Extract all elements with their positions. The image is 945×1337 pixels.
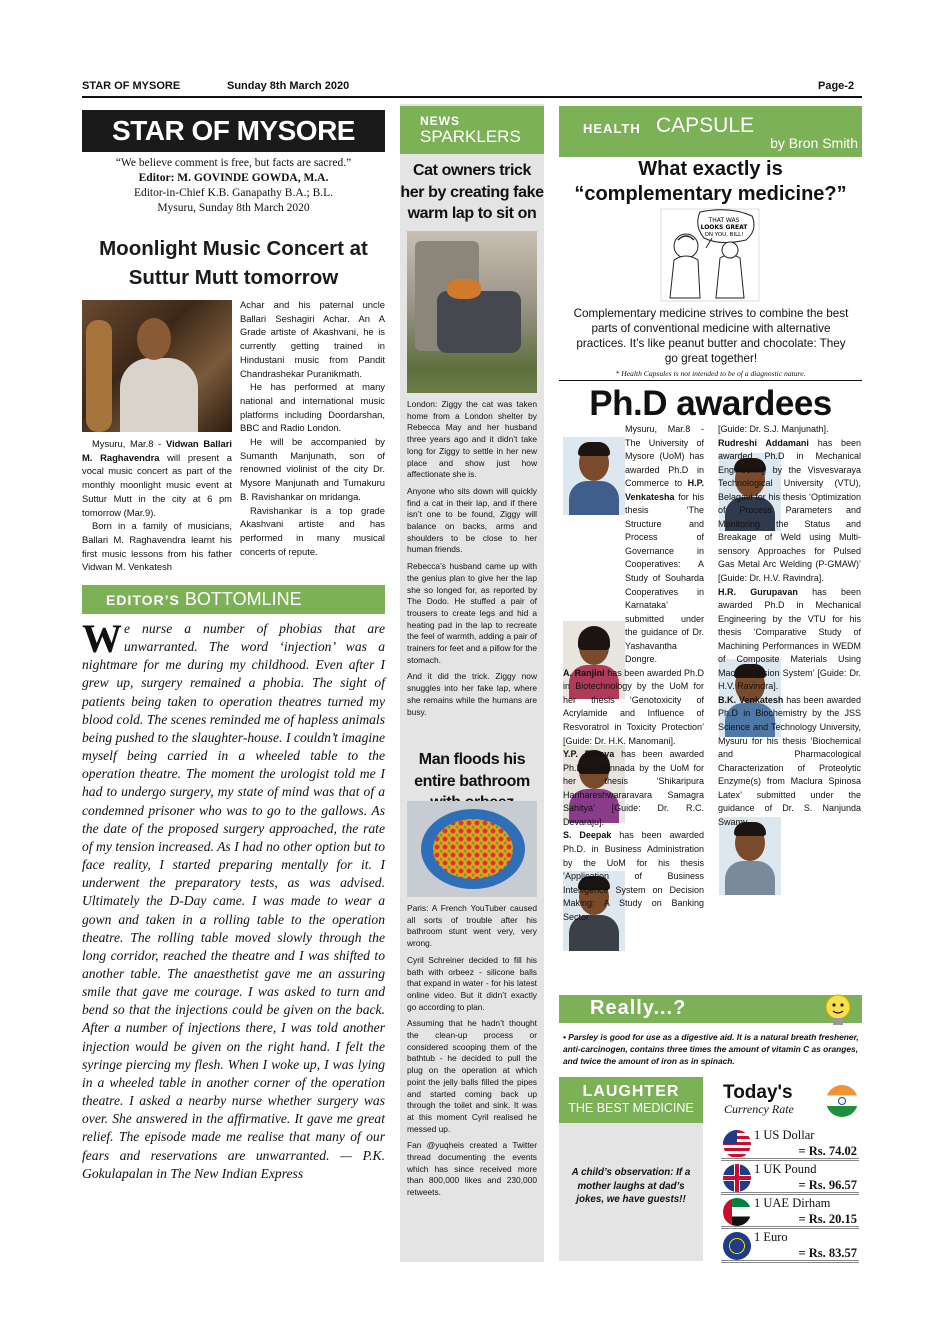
header-rule bbox=[82, 96, 862, 98]
phd-entry: B.K. Venkatesh has been awarded Ph.D in Biochemistry by the JSS Science and Technology University, Mysuru for his thesis ‘Biochemical and Pharmacological Characterization of Proteolytic Enzyme(s) from Maclura Spinosa Latex’ submitted under the guidance of Dr. S. Nanjunda Swamy. bbox=[718, 694, 861, 827]
currency-name: 1 UK Pound bbox=[754, 1162, 817, 1176]
currency-value: = Rs. 83.57 bbox=[798, 1246, 857, 1260]
laughter-bar: LAUGHTER THE BEST MEDICINE bbox=[559, 1077, 703, 1123]
masthead-info bbox=[82, 156, 385, 216]
phd-entry: Mysuru, Mar.8 - The University of Mysore (UoM) has awarded Ph.D in Commerce to H.P. Venkatesha for his thesis ‘The Structure and Process of Governance in Cooperatives: A Study of Souharda Cooperatives in Karnataka’ submitted under the guidance of Dr. Yashavantha Dongre. bbox=[625, 424, 704, 665]
cat-story-body: London: Ziggy the cat was taken home from a London shelter by Rebecca May and her husband three years ago and it didn’t take long for Ziggy to settle in her new place and show just how affectionate she is. Anyone who sits down will quickly find a cat in their lap, and if there isn’t one to be found, Ziggy will balance on backs, arms and shoulders to be close to her human friends. Rebecca’s husband came up with the genius plan to give her the lap she so longed for, as reported by The Dodo. He stuffed a pair of trousers to create legs and hid a heating pad in the lap to recreate the feel of warmth, adding a pair of trainers for feet and a pillow for the stomach. And it did the trick. Ziggy now snuggles into her fake lap, where she remains while the humans are busy. bbox=[407, 399, 537, 717]
moonlight-left-column bbox=[82, 437, 232, 574]
singer-face-shape bbox=[137, 318, 171, 360]
masthead-motto: “We believe comment is free, but facts are sacred.” bbox=[115, 157, 352, 169]
health-cartoon bbox=[660, 208, 760, 302]
singer-body-shape bbox=[120, 358, 198, 432]
phd-entry: [Guide: Dr. S.J. Manjunath]. bbox=[718, 424, 829, 434]
moonlight-para: Ravishankar is a top grade Akashvani artiste and has performed in many musical concerts of repute. bbox=[240, 504, 385, 557]
svg-text:ON YOU, BILL!: ON YOU, BILL! bbox=[704, 232, 744, 238]
editors-bottomline-bar: EDITOR’S BOTTOMLINE bbox=[82, 585, 385, 614]
singer-photo bbox=[82, 300, 232, 432]
orbeez-balls-shape bbox=[433, 819, 513, 879]
lightbulb-icon bbox=[818, 990, 858, 1030]
health-capsule-note: * Health Capsules is not intended to be of a diagnostic nature. bbox=[615, 369, 806, 378]
moonlight-right-column bbox=[240, 298, 385, 558]
currency-value: = Rs. 74.02 bbox=[798, 1144, 857, 1158]
header-page-number: Page-2 bbox=[818, 80, 855, 92]
orbeez-story-headline: Man floods his entire bathroom bbox=[414, 751, 530, 790]
health-capsule-rule bbox=[559, 380, 862, 381]
news-sparklers-bar: NEWS SPARKLERS bbox=[400, 106, 544, 154]
masthead-editor: Editor: M. GOVINDE GOWDA, M.A. bbox=[138, 172, 329, 184]
currency-name: 1 US Dollar bbox=[754, 1128, 815, 1142]
phd-entry: H.R. Gurupavan has been awarded Ph.D in Mechanical Engineering by the VTU for his thesis ‘Comparative Study of Machining Performances in WEDM of Composite Materials Using Machine Vision System’ [Guide: Dr. H.V. Ravindra]. bbox=[718, 586, 861, 692]
really-bar: Really...? bbox=[559, 995, 862, 1023]
phd-column-2 bbox=[718, 423, 861, 829]
uae-flag-icon bbox=[723, 1198, 751, 1226]
currency-row bbox=[721, 1160, 859, 1192]
us-flag-icon bbox=[723, 1130, 751, 1158]
moonlight-lead: Mysuru, Mar.8 - Vidwan Ballari M. Raghavendra will present a vocal music concert as part of the monthly moonlight music event at Suttur Mutt in the city at 6 pm tomorrow (Mar.9). bbox=[82, 438, 232, 518]
header-date: Sunday 8th March 2020 bbox=[227, 80, 350, 92]
moonlight-para: He will be accompanied by Sumanth Manjunath, son of renowned violinist of the city Dr. Mysore Manjunath and Tumakuru B. Ravishankar on mridanga. bbox=[240, 436, 385, 502]
india-flag-icon bbox=[826, 1085, 858, 1117]
fake-lap-shape bbox=[437, 291, 521, 353]
masthead-title: STAR OF MYSORE bbox=[82, 110, 385, 152]
masthead-editor-in-chief: Editor-in-Chief K.B. Ganapathy B.A.; B.L. bbox=[133, 187, 334, 199]
currency-title: Today's bbox=[723, 1082, 793, 1103]
currency-value: = Rs. 96.57 bbox=[798, 1178, 857, 1192]
moonlight-para: Born in a family of musicians, Ballari M. Raghavendra learnt his first music lessons from his father Vidwan M. Venkatesh bbox=[82, 520, 232, 573]
phd-entry: Rudreshi Addamani has been awarded Ph.D in Mechanical Engineering by the Visvesvaraya Technological University (VTU), Belagavi for his thesis ‘Optimization of Process Parameters and Monitoring the Status and Breakage of Weld using Multi-sensory Approaches for Pulsed Gas Metal Arc Welding (P-GMAW)’ [Guide: Dr. H.V. Ravindra]. bbox=[718, 437, 861, 584]
drop-cap: W bbox=[82, 616, 122, 661]
phd-column-1 bbox=[563, 423, 704, 924]
bathtub-photo bbox=[407, 801, 537, 897]
phd-title: Ph.D awardees bbox=[589, 384, 832, 423]
masthead-dateline: Mysuru, Sunday 8th March 2020 bbox=[157, 202, 310, 214]
phd-entry: A. Ranjini has been awarded Ph.D in Biotechnology by the UoM for her thesis ‘Genotoxicity of Acrylamide and Influence of Resvoratrol in Toxicity Protection’ [Guide: Dr. H.K. Manomani]. bbox=[563, 667, 704, 746]
health-capsule-headline: What exactly is “complementary medicine?” bbox=[574, 158, 847, 205]
phd-entry: S. Deepak has been awarded Ph.D. in Business Administration by the UoM for his thesis ‘Application of Business Intelligence System on Decision Making: A Study on Banking Sector’ bbox=[563, 830, 704, 922]
tanpura-shape bbox=[86, 320, 112, 432]
moonlight-headline: Moonlight Music Concert at Suttur Mutt tomorrow bbox=[99, 237, 368, 289]
svg-text:LOOKS GREAT: LOOKS GREAT bbox=[700, 224, 748, 231]
currency-row bbox=[721, 1228, 859, 1260]
header-paper-name: STAR OF MYSORE bbox=[82, 80, 181, 92]
cat-story-headline: Cat owners trick her by creating fake warm lap to sit on bbox=[400, 162, 544, 222]
phd-entry: Y.P. Ramya has been awarded Ph.D in Kannada by the UoM for her thesis ‘Shikaripura Harihareshwararavara Samagra Sahitya’ [Guide: Dr. R.C. Devaraju]. bbox=[563, 749, 704, 827]
svg-text:THAT WAS: THAT WAS bbox=[708, 217, 740, 224]
currency-name: 1 UAE Dirham bbox=[754, 1196, 831, 1210]
health-capsule-bar: HEALTH CAPSULE by Bron Smith bbox=[559, 106, 862, 157]
eu-flag-icon bbox=[723, 1232, 751, 1260]
editors-bottomline-text: We nurse a number of phobias that are unwarranted. The word ‘injection’ was a nightmare for me during my childhood. Even after I grew up, surgery remained a phobia. The sight of patients being taken to operation theatres turned my blood cold. The scenes reminded me of hapless animals being pushed to the slaughter-house. I couldn’t imagine myself being carried in a wheeled table to the operation theatre. The moment the urologist told me I had to undergo surgery, my state of mind was that of a condemned prisoner who was to go to the gallows. As the date of the proposed surgery approached, the rate of my tension increased. As I had no other option but to face reality, I started preparing mentally for it. I underwent the preparatory tests, as was advised. Ultimately the D-Day came. I was made to wear a gown and taken in a rolling table to the operation theatre. The rolling table moved slowly through the long corridor, reached the theatre and I was shifted to another table. The anaesthetist gave me an assuring smile that gave me courage. I was asked to turn and bend so that the injections could be given on the back. After a number of injections there, I was told another injection would be given on the right hand. I felt the syringe piercing my flesh. When I woke up, I was lying in a wheeled table in another corner of the operation theatre. I asked a nearby nurse whether surgery was over. She answered in the affirmative. It gave me great relief. The episode made me realise that many of our fears and reservations are unwarranted. — P.K. Gokulapalan in The New Indian Express bbox=[82, 616, 385, 1181]
moonlight-para: He has performed at many national and international music platforms including Doordarshan, BBC and Radio London. bbox=[240, 381, 385, 434]
uk-flag-icon bbox=[723, 1164, 751, 1192]
currency-subtitle: Currency Rate bbox=[724, 1102, 794, 1116]
cat-photo bbox=[407, 231, 537, 393]
orbeez-story-body: Paris: A French YouTuber caused all sorts of trouble after his bathroom stunt went very, very wrong. Cyril Schreiner decided to fill his bath with orbeez - silicone balls that expand in water - for his latest online video. But it didn’t exactly go according to plan. Assuming that he hadn’t thought the clean-up process or considered scooping them of the bathtub - he decided to pull the plug on the operation at which point the jelly balls filled the pipes and started coming back up through the toilet and sink. It was at this moment Cyril realised he messed up. Fan @yuqheis created a Twitter thread documenting the events which has since received more than 800,000 likes and 230,000 retweets. bbox=[407, 903, 537, 1198]
cat-shape bbox=[447, 279, 481, 299]
currency-row bbox=[721, 1194, 859, 1226]
currency-name: 1 Euro bbox=[754, 1230, 788, 1244]
health-capsule-body: Complementary medicine strives to combine the best parts of conventional medicine with alternative practices. It’s like peanut butter and chocolate: They go great together! bbox=[573, 307, 849, 365]
really-text: • Parsley is good for use as a digestive aid. It is a natural breath freshener, anti-carcinogen, contains three times the amount of vitamin C as oranges, and twice the amount of iron as in spinach. bbox=[563, 1032, 859, 1066]
laughter-joke: A child’s observation: If a mother laughs at dad’s jokes, we have guests!! bbox=[571, 1167, 691, 1205]
currency-value: = Rs. 20.15 bbox=[798, 1212, 857, 1226]
currency-row bbox=[721, 1126, 859, 1158]
moonlight-para: Achar and his paternal uncle Ballari Seshagiri Achar. An A Grade artiste of Akashvani, he is currently getting trained in Hindustani music from Pandit Chandrashekar Puranikmath. bbox=[240, 299, 385, 379]
